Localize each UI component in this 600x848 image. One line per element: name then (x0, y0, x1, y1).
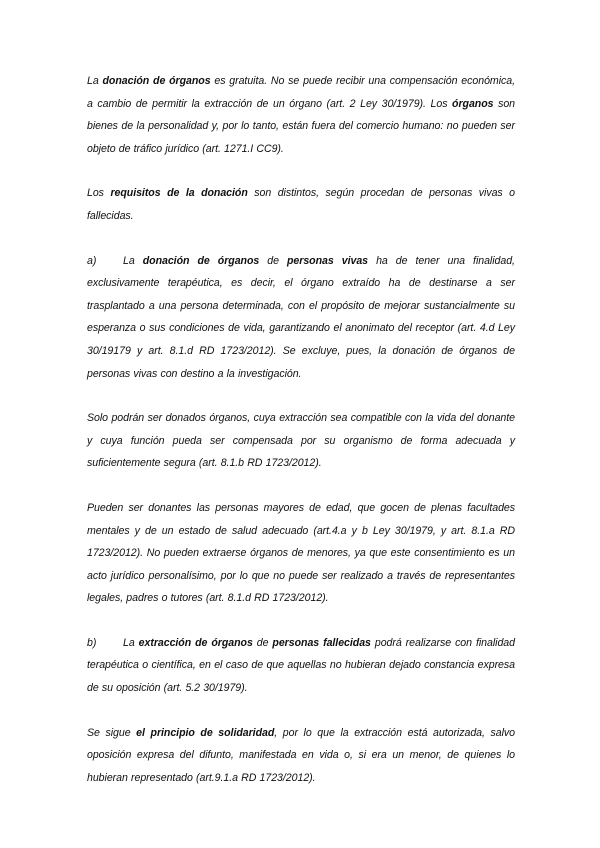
bold-term: personas fallecidas (272, 636, 371, 649)
paragraph-gap (87, 160, 515, 182)
bold-term: donación de órganos (102, 75, 211, 87)
text-run: La (123, 636, 139, 649)
list-marker: b) (87, 636, 97, 649)
bold-term: extracción de órganos (138, 636, 253, 649)
text-run: Los (87, 187, 111, 200)
text-run: Se sigue (87, 726, 137, 739)
bold-term: el principio de solidaridad (136, 726, 275, 739)
text-run: La (123, 254, 143, 267)
text-run: de (252, 636, 273, 649)
text-run: son bienes de la personalidad y, por lo tanto, están fuera del comercio humano: no pueden ser objeto de tráfico jurídico (art. 1271.I CC9). (87, 97, 515, 155)
text-run: de (259, 254, 287, 267)
list-marker: a) (87, 254, 97, 267)
paragraph-gap (87, 700, 515, 722)
paragraph-p2 (87, 182, 515, 227)
document-body (87, 70, 515, 789)
text-run: es gratuita. No se puede recibir una compensación económica, a cambio de permitir la extracción de un órgano (art. 2 Ley 30/1979). Los (87, 75, 515, 110)
text-run: Solo podrán ser donados órganos, cuya extracción sea compatible con la vida del donante y cuya función pueda ser compensada por su organismo de forma adecuada y suficientemente segura (art. 8.1.b RD 1723/2012). (87, 412, 515, 470)
paragraph-gap (87, 475, 515, 497)
bold-term: órganos (452, 97, 494, 110)
text-run: podrá realizarse con finalidad terapéutica o científica, en el caso de que aquellas no hubieran dejado constancia expresa de su oposición (art. 5.2 30/1979). (87, 636, 515, 695)
text-run: son distintos, según procedan de personas vivas o fallecidas. (87, 187, 516, 222)
paragraph-p5 (87, 497, 515, 610)
bold-term: donación de órganos (142, 254, 260, 267)
paragraph-p4 (87, 407, 515, 475)
paragraph-gap (87, 228, 515, 250)
bold-term: personas vivas (287, 254, 369, 267)
paragraph-p6 (87, 632, 515, 700)
text-run: Pueden ser donantes las personas mayores de edad, que gocen de plenas facultades mentales y de un estado de salud adecuado (art.4.a y b Ley 30/1979, y art. 8.1.a RD 1723/2012). No pueden extraerse órganos de menores, ya que este consentimiento es un acto jurídico personalísimo, por lo que no puede ser realizado a través de representantes legales, padres o tutores (art. 8.1.d RD 1723/2012). (87, 501, 515, 605)
text-run: La (87, 75, 103, 87)
text-run: ha de tener una finalidad, exclusivamente terapéutica, es decir, el órgano extraído ha de destinarse a ser trasplantado a una persona determinada, con el propósito de mejorar sustancialmente su esperanza o sus condiciones de vida, garantizando el anonimato del receptor (art. 4.d Ley 30/19179 y art. 8.1.d RD 1723/2012). Se excluye, pues, la donación de órganos de personas vivas con destino a la investigación. (87, 254, 515, 380)
bold-term: requisitos de la donación (110, 187, 248, 200)
text-run: , por lo que la extracción está autorizada, salvo oposición expresa del difunto, manifestada en vida o, si era un menor, de quienes lo hubieran representado (art.9.1.a RD 1723/2012). (87, 726, 516, 784)
paragraph-p3 (87, 250, 515, 386)
paragraph-p7 (87, 722, 515, 790)
paragraph-gap (87, 385, 515, 407)
paragraph-p1 (87, 70, 515, 160)
paragraph-gap (87, 610, 515, 632)
